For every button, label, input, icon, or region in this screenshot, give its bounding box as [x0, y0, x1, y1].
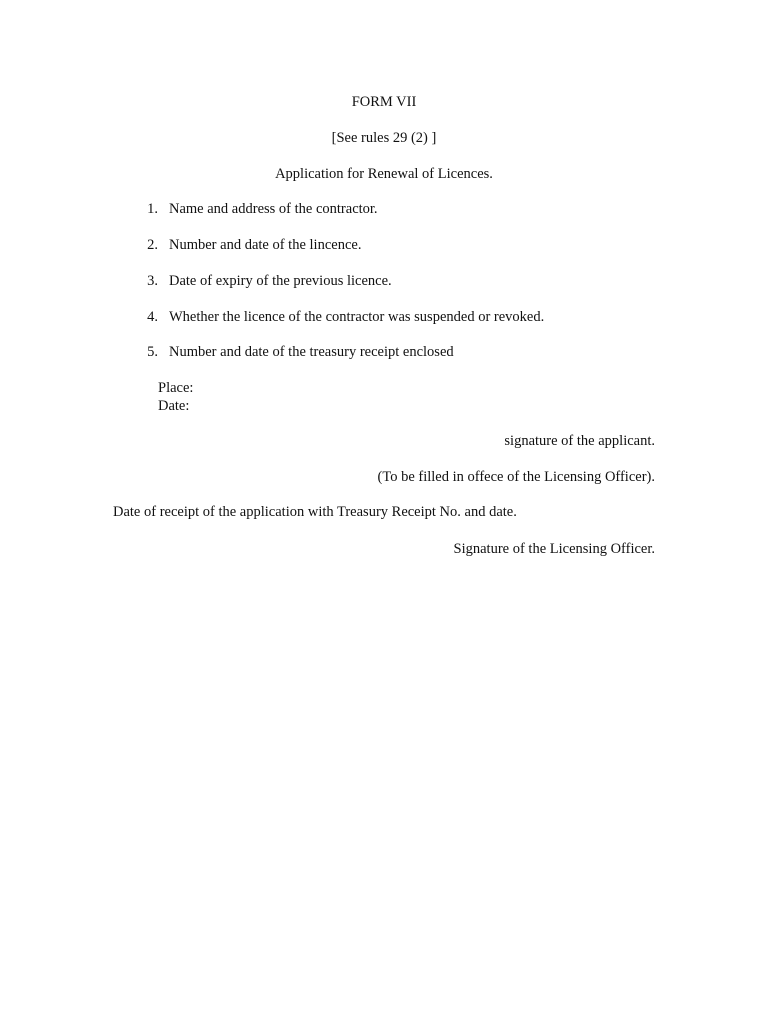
form-title: FORM VII: [351, 94, 417, 110]
list-item: [128, 200, 378, 218]
list-item-number: 2.: [147, 237, 158, 253]
date-label: Date:: [158, 398, 190, 414]
list-item-text: Date of expiry of the previous licence.: [169, 273, 392, 289]
list-item-number: 4.: [147, 309, 158, 325]
list-item-text: Number and date of the lincence.: [169, 237, 362, 253]
list-item: [128, 272, 392, 290]
place-label: Place:: [158, 380, 194, 396]
office-note: (To be filled in offece of the Licensing Officer).: [377, 469, 655, 485]
list-item-number: 3.: [147, 273, 158, 289]
list-item-number: 5.: [147, 344, 158, 360]
receipt-line: Date of receipt of the application with Treasury Receipt No. and date.: [113, 504, 517, 520]
list-item-number: 1.: [147, 201, 158, 217]
officer-signature: Signature of the Licensing Officer.: [453, 541, 655, 557]
form-subject: Application for Renewal of Licences.: [275, 166, 493, 182]
list-item: [128, 308, 544, 326]
rule-reference: [See rules 29 (2) ]: [331, 130, 437, 146]
list-item-text: Number and date of the treasury receipt enclosed: [169, 344, 454, 360]
list-item-text: Name and address of the contractor.: [169, 201, 378, 217]
list-item: [128, 236, 361, 254]
list-item: [128, 343, 454, 361]
applicant-signature: signature of the applicant.: [504, 433, 655, 449]
list-item-text: Whether the licence of the contractor was suspended or revoked.: [169, 309, 545, 325]
